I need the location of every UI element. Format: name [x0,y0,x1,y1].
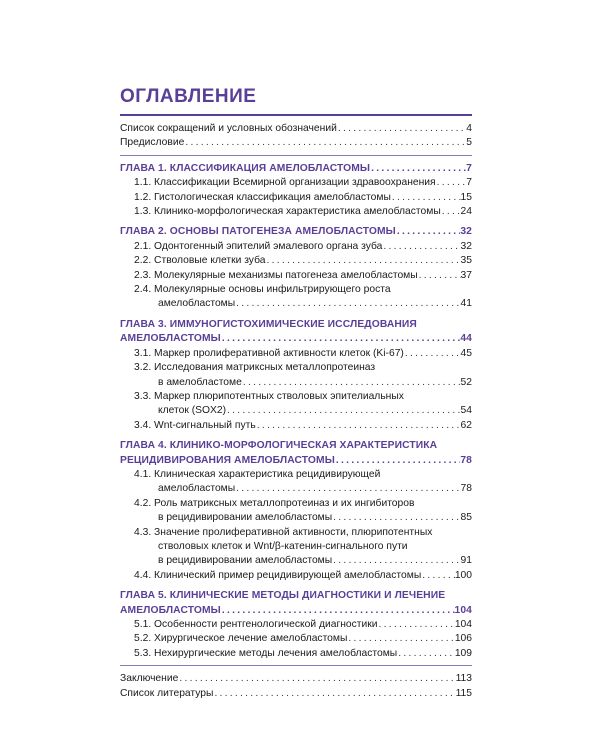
toc-entry[interactable]: 5.3. Нехирургические методы лечения амелобластомы . . . 109 [120,647,472,661]
toc-entry[interactable]: 4.4. Клинический пример рецидивирующей амелобластомы . . . 100 [120,569,472,583]
toc-chapter-4-line1[interactable]: ГЛАВА 4. КЛИНИКО-МОРФОЛОГИЧЕСКАЯ ХАРАКТЕРИСТИКА [120,440,438,452]
toc-chapter-3-line1[interactable]: ГЛАВА 3. ИММУНОГИСТОХИМИЧЕСКИЕ ИССЛЕДОВАНИЯ [120,318,417,330]
table-of-contents-page [120,86,472,701]
toc-chapter-1[interactable]: ГЛАВА 1. КЛАССИФИКАЦИЯ АМЕЛОБЛАСТОМЫ . . . 7 [120,162,472,176]
toc-entry[interactable]: 5.2. Хирургическое лечение амелобластомы . . . 106 [120,632,472,646]
title-underline [120,114,472,116]
section-divider [120,665,472,666]
toc-entry-line[interactable]: 3.2. Исследования матриксных металлопротеиназ [134,362,376,374]
toc-entry-line[interactable]: 4.1. Клиническая характеристика рецидивирующей [134,468,381,480]
toc-entry[interactable]: 1.1. Классификации Всемирной организации здравоохранения . . . 7 [120,176,472,190]
toc-entry[interactable]: Список литературы . . . 115 [120,687,472,701]
toc-chapter-5-line1[interactable]: ГЛАВА 5. КЛИНИЧЕСКИЕ МЕТОДЫ ДИАГНОСТИКИ И ЛЕЧЕНИЕ [120,590,446,602]
toc-entry[interactable]: амелобластомы . . . 41 [120,297,472,311]
page-title: ОГЛАВЛЕНИЕ [120,86,257,107]
toc-entry-line[interactable]: стволовых клеток и Wnt/β-катенин-сигнального пути [158,540,408,552]
toc-chapter-2[interactable]: ГЛАВА 2. ОСНОВЫ ПАТОГЕНЕЗА АМЕЛОБЛАСТОМЫ . . . 32 [120,225,472,239]
toc-entry[interactable]: клеток (SOX2) . . . 54 [120,404,472,418]
toc-chapter-5[interactable]: АМЕЛОБЛАСТОМЫ . . . 104 [120,604,472,618]
toc-entry[interactable]: 3.4. Wnt-сигнальный путь . . . 62 [120,419,472,433]
toc-entry[interactable]: в амелобластоме . . . 52 [120,376,472,390]
toc-entry[interactable]: 2.3. Молекулярные механизмы патогенеза амелобластомы . . . 37 [120,269,472,283]
toc-entry-line[interactable]: 4.2. Роль матриксных металлопротеиназ и их ингибиторов [134,497,415,509]
toc-entry-line[interactable]: 2.4. Молекулярные основы инфильтрирующего роста [134,284,391,296]
toc-entry[interactable]: 2.1. Одонтогенный эпителий эмалевого органа зуба . . . 32 [120,240,472,254]
toc-entry[interactable]: амелобластомы . . . 78 [120,482,472,496]
toc-entry[interactable]: в рецидивировании амелобластомы . . . 91 [120,554,472,568]
toc-chapter-4[interactable]: РЕЦИДИВИРОВАНИЯ АМЕЛОБЛАСТОМЫ . . . 78 [120,454,472,468]
toc-entry-line[interactable]: 3.3. Маркер плюрипотентных стволовых эпителиальных [134,390,404,402]
toc-entry[interactable]: 2.2. Стволовые клетки зуба . . . 35 [120,254,472,268]
toc-entry[interactable]: 1.3. Клинико-морфологическая характеристика амелобластомы . . . 24 [120,205,472,219]
toc-entry[interactable]: 5.1. Особенности рентгенологической диагностики . . . 104 [120,618,472,632]
toc-chapter-3[interactable]: АМЕЛОБЛАСТОМЫ . . . 44 [120,332,472,346]
toc-entry[interactable]: Предисловие . . . 5 [120,136,472,150]
toc-entry[interactable]: 1.2. Гистологическая классификация амелобластомы . . . 15 [120,191,472,205]
toc-entry[interactable]: Заключение . . . 113 [120,672,472,686]
toc-entry-line[interactable]: 4.3. Значение пролиферативной активности, плюрипотентных [134,526,433,538]
toc-entry[interactable]: Список сокращений и условных обозначений . . . 4 [120,122,472,136]
toc-entry[interactable]: в рецидивировании амелобластомы . . . 85 [120,511,472,525]
section-divider [120,155,472,156]
toc-list [120,122,472,701]
toc-entry[interactable]: 3.1. Маркер пролиферативной активности клеток (Ki-67) . . . 45 [120,347,472,361]
